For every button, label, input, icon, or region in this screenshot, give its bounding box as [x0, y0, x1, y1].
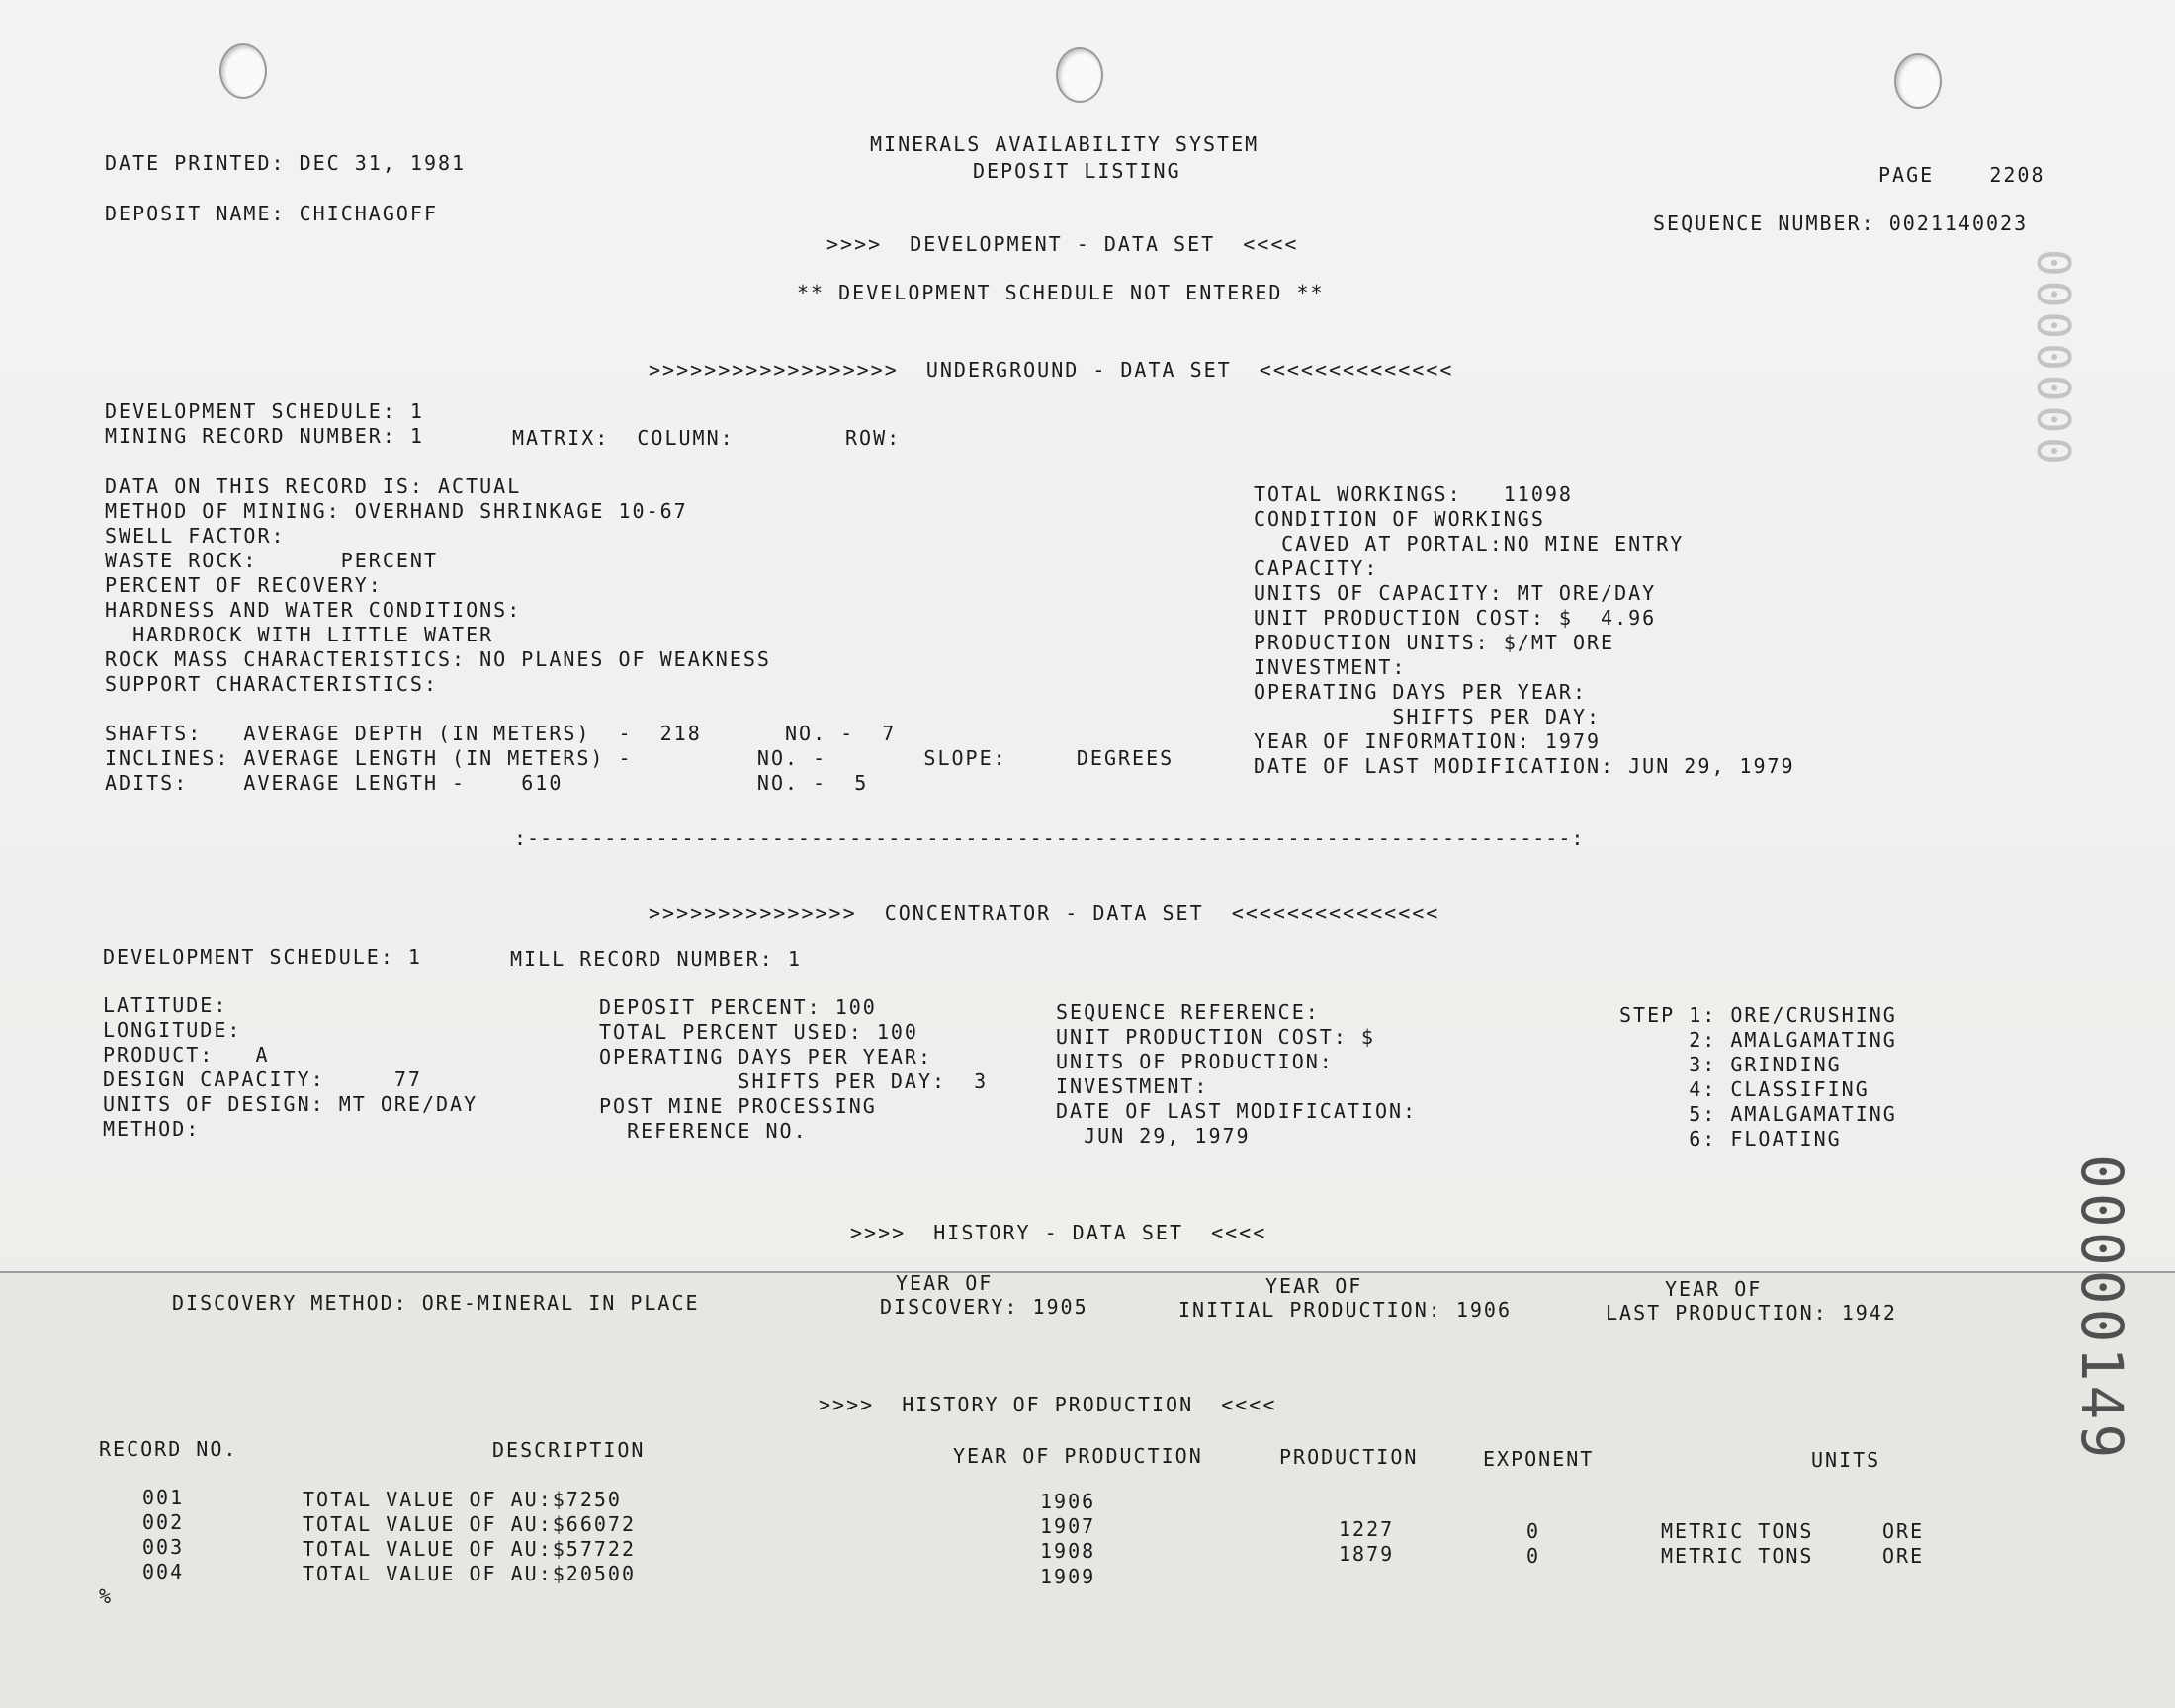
binder-hole-center [1056, 47, 1103, 103]
process-step: 5: AMALGAMATING [1619, 1102, 1897, 1126]
underground-left-line: METHOD OF MINING: OVERHAND SHRINKAGE 10-67 [105, 499, 688, 523]
listing-title: DEPOSIT LISTING [973, 159, 1181, 183]
column-header-exponent: EXPONENT [1483, 1447, 1595, 1471]
units-material: ORE [1882, 1519, 1925, 1543]
production-year: 1907 [1040, 1514, 1096, 1538]
date-printed: DATE PRINTED: DEC 31, 1981 [105, 151, 467, 175]
deposit-name: DEPOSIT NAME: CHICHAGOFF [105, 202, 438, 225]
units-value: METRIC TONS [1661, 1519, 1814, 1543]
underground-right-line: INVESTMENT: [1254, 655, 1407, 679]
concentrator-field: JUN 29, 1979 [1056, 1124, 1251, 1148]
concentrator-field: UNIT PRODUCTION COST: $ [1056, 1025, 1375, 1049]
process-step: 6: FLOATING [1619, 1127, 1842, 1151]
column-header-production: PRODUCTION [1279, 1445, 1419, 1469]
discovery-year: DISCOVERY: 1905 [880, 1295, 1088, 1319]
production-year: 1906 [1040, 1490, 1096, 1513]
year-of-label: YEAR OF [1665, 1277, 1763, 1301]
record-number: 001 [142, 1486, 185, 1509]
discovery-method: DISCOVERY METHOD: ORE-MINERAL IN PLACE [172, 1291, 700, 1315]
exponent-value: 0 [1526, 1519, 1541, 1543]
last-production-year: LAST PRODUCTION: 1942 [1606, 1301, 1897, 1324]
underground-right-line: YEAR OF INFORMATION: 1979 [1254, 729, 1602, 753]
underground-left-line: DATA ON THIS RECORD IS: ACTUAL [105, 474, 522, 498]
underground-dev-schedule: DEVELOPMENT SCHEDULE: 1 [105, 399, 424, 423]
underground-right-line: UNIT PRODUCTION COST: $ 4.96 [1254, 606, 1657, 630]
concentrator-field: REFERENCE NO. [599, 1119, 808, 1143]
production-value: 1879 [1339, 1542, 1395, 1566]
process-step: STEP 1: ORE/CRUSHING [1619, 1003, 1897, 1027]
production-year: 1908 [1040, 1539, 1096, 1563]
units-value: METRIC TONS [1661, 1544, 1814, 1568]
system-title: MINERALS AVAILABILITY SYSTEM [870, 132, 1260, 156]
history-heading: >>>> HISTORY - DATA SET <<<< [850, 1221, 1267, 1244]
concentrator-field: OPERATING DAYS PER YEAR: [599, 1045, 932, 1068]
record-description: TOTAL VALUE OF AU:$20500 [303, 1562, 636, 1585]
binder-hole-left [219, 43, 267, 99]
mining-record-number: MINING RECORD NUMBER: 1 [105, 424, 424, 448]
column-header-record: RECORD NO. [99, 1437, 238, 1461]
underground-left-line: SWELL FACTOR: [105, 524, 286, 548]
underground-right-line: CONDITION OF WORKINGS [1254, 507, 1545, 531]
underground-right-line: CAVED AT PORTAL:NO MINE ENTRY [1254, 532, 1685, 555]
record-description: TOTAL VALUE OF AU:$7250 [303, 1488, 622, 1511]
exponent-value: 0 [1526, 1544, 1541, 1568]
shafts-line: SHAFTS: AVERAGE DEPTH (IN METERS) - 218 NO. - 7 [105, 722, 897, 745]
initial-production-year: INITIAL PRODUCTION: 1906 [1178, 1298, 1512, 1322]
underground-right-line: SHIFTS PER DAY: [1254, 705, 1602, 728]
record-description: TOTAL VALUE OF AU:$66072 [303, 1512, 636, 1536]
record-description: TOTAL VALUE OF AU:$57722 [303, 1537, 636, 1561]
underground-right-line: DATE OF LAST MODIFICATION: JUN 29, 1979 [1254, 754, 1795, 778]
page-number: PAGE 2208 [1878, 163, 2045, 187]
year-of-label: YEAR OF [1265, 1274, 1363, 1298]
underground-left-line: HARDNESS AND WATER CONDITIONS: [105, 598, 522, 622]
process-step: 2: AMALGAMATING [1619, 1028, 1897, 1052]
section-separator: :---------------------------------------------------------------------------------: [514, 826, 1585, 850]
column-header-units: UNITS [1811, 1448, 1881, 1472]
concentrator-field: SHIFTS PER DAY: 3 [599, 1069, 989, 1093]
concentrator-field: DATE OF LAST MODIFICATION: [1056, 1099, 1418, 1123]
production-value: 1227 [1339, 1517, 1395, 1541]
concentrator-field: PRODUCT: A [103, 1043, 270, 1067]
concentrator-field: LONGITUDE: [103, 1018, 242, 1042]
concentrator-field: POST MINE PROCESSING [599, 1094, 877, 1118]
underground-left-line: WASTE ROCK: PERCENT [105, 549, 438, 572]
underground-right-line: PRODUCTION UNITS: $/MT ORE [1254, 631, 1615, 654]
frame-number-stamp: 00000149 [2068, 1154, 2135, 1463]
process-step: 3: GRINDING [1619, 1053, 1842, 1076]
production-year: 1909 [1040, 1565, 1096, 1588]
concentrator-dev-schedule: DEVELOPMENT SCHEDULE: 1 [103, 945, 422, 969]
year-of-label: YEAR OF [896, 1271, 994, 1295]
underground-left-line: SUPPORT CHARACTERISTICS: [105, 672, 438, 696]
concentrator-field: UNITS OF PRODUCTION: [1056, 1050, 1334, 1073]
column-header-year: YEAR OF PRODUCTION [953, 1444, 1203, 1468]
record-number: 004 [142, 1560, 185, 1583]
concentrator-field: LATITUDE: [103, 993, 228, 1017]
matrix-fields: MATRIX: COLUMN: ROW: [512, 426, 902, 450]
underground-right-line: UNITS OF CAPACITY: MT ORE/DAY [1254, 581, 1657, 605]
record-number: 003 [142, 1535, 185, 1559]
sequence-number: SEQUENCE NUMBER: 0021140023 [1653, 212, 2029, 235]
concentrator-field: DESIGN CAPACITY: 77 [103, 1068, 422, 1091]
end-of-listing-mark: % [99, 1584, 114, 1608]
mill-record-number: MILL RECORD NUMBER: 1 [510, 947, 802, 971]
underground-left-line: HARDROCK WITH LITTLE WATER [105, 623, 494, 646]
binder-hole-right [1894, 53, 1942, 109]
underground-left-line: PERCENT OF RECOVERY: [105, 573, 383, 597]
concentrator-field: SEQUENCE REFERENCE: [1056, 1000, 1320, 1024]
column-header-description: DESCRIPTION [492, 1438, 646, 1462]
underground-left-line: ROCK MASS CHARACTERISTICS: NO PLANES OF WEAKNESS [105, 647, 771, 671]
page-fold-line [0, 1271, 2175, 1273]
concentrator-field: DEPOSIT PERCENT: 100 [599, 995, 877, 1019]
underground-right-line: TOTAL WORKINGS: 11098 [1254, 482, 1573, 506]
concentrator-heading: >>>>>>>>>>>>>>> CONCENTRATOR - DATA SET <<<<<<<<<<<<<<< [649, 901, 1440, 925]
concentrator-field: INVESTMENT: [1056, 1074, 1209, 1098]
underground-heading: >>>>>>>>>>>>>>>>>> UNDERGROUND - DATA SET <<<<<<<<<<<<<< [649, 358, 1454, 382]
production-heading: >>>> HISTORY OF PRODUCTION <<<< [819, 1393, 1277, 1416]
underground-right-line: CAPACITY: [1254, 556, 1379, 580]
faint-frame-number: 0000000 [2027, 249, 2080, 469]
concentrator-field: METHOD: [103, 1117, 201, 1141]
record-number: 002 [142, 1510, 185, 1534]
concentrator-field: UNITS OF DESIGN: MT ORE/DAY [103, 1092, 478, 1116]
process-step: 4: CLASSIFING [1619, 1077, 1870, 1101]
development-heading: >>>> DEVELOPMENT - DATA SET <<<< [826, 232, 1299, 256]
adits-line: ADITS: AVERAGE LENGTH - 610 NO. - 5 [105, 771, 869, 795]
inclines-line: INCLINES: AVERAGE LENGTH (IN METERS) - NO. - SLOPE: DEGREES [105, 746, 1174, 770]
concentrator-field: TOTAL PERCENT USED: 100 [599, 1020, 918, 1044]
underground-right-line: OPERATING DAYS PER YEAR: [1254, 680, 1587, 704]
development-note: ** DEVELOPMENT SCHEDULE NOT ENTERED ** [797, 281, 1325, 304]
units-material: ORE [1882, 1544, 1925, 1568]
